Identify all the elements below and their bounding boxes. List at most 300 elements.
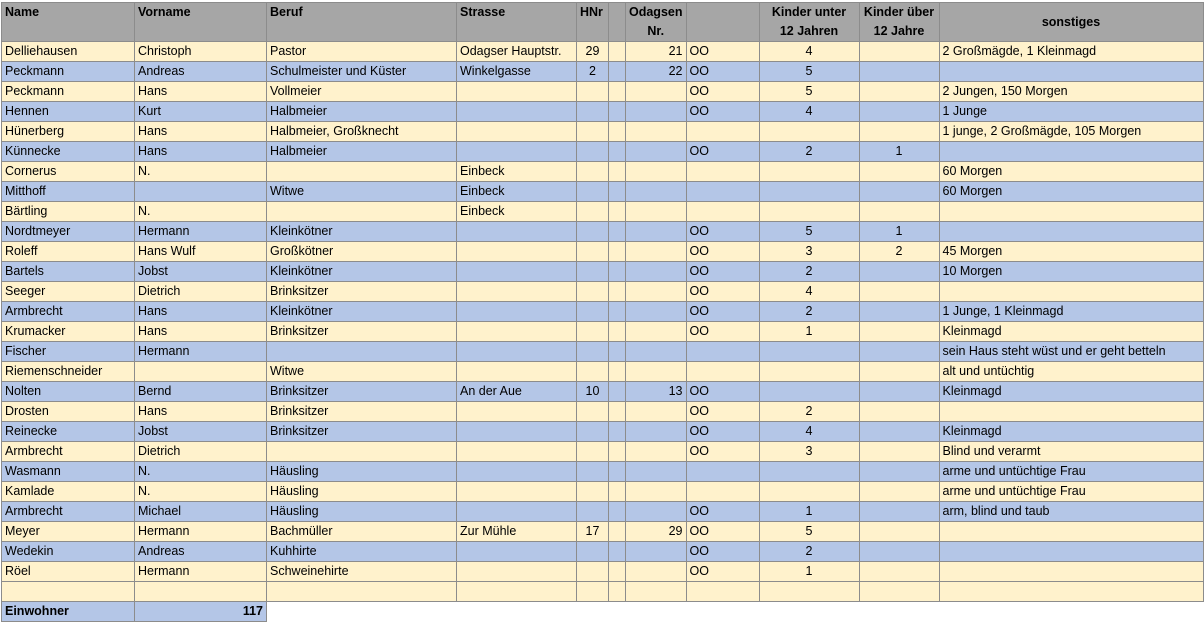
cell-name[interactable]: Reinecke [2, 422, 135, 442]
cell-strasse[interactable]: An der Aue [457, 382, 577, 402]
cell-sonstiges[interactable]: alt und untüchtig [939, 362, 1203, 382]
cell-unter[interactable]: 1 [759, 322, 859, 342]
cell-name[interactable]: Seeger [2, 282, 135, 302]
cell-empty[interactable] [609, 302, 626, 322]
cell-strasse[interactable] [457, 102, 577, 122]
cell-name[interactable]: Wasmann [2, 462, 135, 482]
cell-beruf[interactable]: Halbmeier, Großknecht [267, 122, 457, 142]
cell-beruf[interactable]: Vollmeier [267, 82, 457, 102]
cell-hnr[interactable] [577, 422, 609, 442]
cell-nr[interactable] [626, 402, 687, 422]
cell-empty[interactable] [135, 582, 267, 602]
cell-vorname[interactable]: Hermann [135, 222, 267, 242]
cell-empty[interactable] [609, 322, 626, 342]
cell-strasse[interactable] [457, 562, 577, 582]
cell-nr[interactable]: 22 [626, 62, 687, 82]
cell-empty[interactable] [609, 462, 626, 482]
cell-empty[interactable] [609, 562, 626, 582]
cell-name[interactable]: Peckmann [2, 62, 135, 82]
cell-name[interactable]: Riemenschneider [2, 362, 135, 382]
cell-empty[interactable] [2, 582, 135, 602]
cell-nr[interactable] [626, 542, 687, 562]
header-cell-name[interactable]: Name [2, 3, 135, 42]
cell-vorname[interactable] [135, 362, 267, 382]
cell-hnr[interactable] [577, 282, 609, 302]
cell-hnr[interactable] [577, 402, 609, 422]
cell-vorname[interactable]: N. [135, 462, 267, 482]
cell-ueber[interactable] [859, 482, 939, 502]
cell-code[interactable]: OO [686, 502, 759, 522]
cell-vorname[interactable]: Michael [135, 502, 267, 522]
cell-unter[interactable] [759, 342, 859, 362]
cell-code[interactable]: OO [686, 102, 759, 122]
cell-unter[interactable]: 3 [759, 242, 859, 262]
cell-beruf[interactable]: Häusling [267, 462, 457, 482]
cell-ueber[interactable] [859, 442, 939, 462]
cell-nr[interactable] [626, 202, 687, 222]
cell-strasse[interactable] [457, 342, 577, 362]
cell-name[interactable]: Röel [2, 562, 135, 582]
cell-sonstiges[interactable]: 2 Jungen, 150 Morgen [939, 82, 1203, 102]
cell-beruf[interactable]: Häusling [267, 482, 457, 502]
cell-strasse[interactable] [457, 122, 577, 142]
cell-hnr[interactable] [577, 162, 609, 182]
cell-sonstiges[interactable] [939, 562, 1203, 582]
cell-name[interactable]: Wedekin [2, 542, 135, 562]
cell-nr[interactable] [626, 122, 687, 142]
cell-name[interactable]: Cornerus [2, 162, 135, 182]
cell-nr[interactable] [626, 282, 687, 302]
cell-code[interactable]: OO [686, 42, 759, 62]
cell-empty[interactable] [609, 342, 626, 362]
cell-hnr[interactable]: 2 [577, 62, 609, 82]
cell-sonstiges[interactable]: 2 Großmägde, 1 Kleinmagd [939, 42, 1203, 62]
cell-vorname[interactable]: Hans Wulf [135, 242, 267, 262]
cell-empty[interactable] [609, 122, 626, 142]
header-cell-odagsen-nr[interactable] [626, 3, 687, 42]
cell-beruf[interactable]: Kleinkötner [267, 222, 457, 242]
cell-hnr[interactable] [577, 102, 609, 122]
cell-name[interactable]: Mitthoff [2, 182, 135, 202]
cell-name[interactable]: Hünerberg [2, 122, 135, 142]
header-cell-hnr[interactable]: HNr [577, 3, 609, 42]
cell-strasse[interactable] [457, 142, 577, 162]
header-cell-kinder-ueber[interactable] [859, 3, 939, 42]
cell-vorname[interactable]: Jobst [135, 422, 267, 442]
cell-ueber[interactable] [859, 502, 939, 522]
cell-ueber[interactable] [859, 202, 939, 222]
cell-ueber[interactable] [859, 322, 939, 342]
cell-beruf[interactable]: Kleinkötner [267, 262, 457, 282]
cell-nr[interactable] [626, 222, 687, 242]
cell-name[interactable]: Armbrecht [2, 302, 135, 322]
cell-name[interactable]: Meyer [2, 522, 135, 542]
cell-sonstiges[interactable] [939, 62, 1203, 82]
cell-code[interactable] [686, 462, 759, 482]
cell-hnr[interactable] [577, 122, 609, 142]
cell-name[interactable]: Armbrecht [2, 502, 135, 522]
cell-hnr[interactable] [577, 502, 609, 522]
cell-empty[interactable] [686, 582, 759, 602]
cell-beruf[interactable] [267, 162, 457, 182]
cell-code[interactable]: OO [686, 542, 759, 562]
cell-ueber[interactable] [859, 82, 939, 102]
cell-strasse[interactable]: Einbeck [457, 162, 577, 182]
footer-value-cell[interactable]: 117 [135, 602, 267, 622]
cell-beruf[interactable]: Halbmeier [267, 102, 457, 122]
cell-nr[interactable] [626, 162, 687, 182]
cell-sonstiges[interactable]: Kleinmagd [939, 382, 1203, 402]
cell-unter[interactable] [759, 482, 859, 502]
cell-vorname[interactable]: Hans [135, 122, 267, 142]
cell-hnr[interactable] [577, 242, 609, 262]
cell-unter[interactable]: 5 [759, 222, 859, 242]
cell-beruf[interactable]: Pastor [267, 42, 457, 62]
cell-empty[interactable] [609, 402, 626, 422]
cell-ueber[interactable]: 1 [859, 142, 939, 162]
cell-strasse[interactable] [457, 322, 577, 342]
cell-code[interactable]: OO [686, 242, 759, 262]
cell-nr[interactable] [626, 242, 687, 262]
cell-unter[interactable] [759, 162, 859, 182]
cell-ueber[interactable] [859, 382, 939, 402]
cell-sonstiges[interactable] [939, 402, 1203, 422]
cell-ueber[interactable] [859, 402, 939, 422]
cell-unter[interactable]: 5 [759, 522, 859, 542]
cell-code[interactable] [686, 182, 759, 202]
cell-code[interactable]: OO [686, 142, 759, 162]
cell-unter[interactable]: 2 [759, 542, 859, 562]
cell-name[interactable]: Armbrecht [2, 442, 135, 462]
cell-unter[interactable]: 1 [759, 562, 859, 582]
cell-sonstiges[interactable] [939, 542, 1203, 562]
cell-ueber[interactable] [859, 522, 939, 542]
cell-code[interactable]: OO [686, 402, 759, 422]
cell-hnr[interactable]: 29 [577, 42, 609, 62]
header-cell-vorname[interactable]: Vorname [135, 3, 267, 42]
cell-empty[interactable] [609, 422, 626, 442]
cell-beruf[interactable]: Häusling [267, 502, 457, 522]
cell-vorname[interactable]: Andreas [135, 542, 267, 562]
cell-vorname[interactable]: Hermann [135, 562, 267, 582]
header-cell-empty[interactable] [609, 3, 626, 42]
cell-empty[interactable] [609, 162, 626, 182]
cell-code[interactable] [686, 362, 759, 382]
cell-empty[interactable] [609, 582, 626, 602]
cell-sonstiges[interactable]: arme und untüchtige Frau [939, 482, 1203, 502]
cell-unter[interactable] [759, 202, 859, 222]
cell-vorname[interactable]: Hans [135, 402, 267, 422]
cell-beruf[interactable]: Brinksitzer [267, 422, 457, 442]
cell-beruf[interactable]: Kuhhirte [267, 542, 457, 562]
cell-strasse[interactable] [457, 482, 577, 502]
cell-ueber[interactable] [859, 42, 939, 62]
cell-strasse[interactable] [457, 462, 577, 482]
cell-code[interactable]: OO [686, 302, 759, 322]
cell-name[interactable]: Kamlade [2, 482, 135, 502]
cell-strasse[interactable] [457, 442, 577, 462]
cell-hnr[interactable] [577, 362, 609, 382]
cell-ueber[interactable]: 2 [859, 242, 939, 262]
cell-strasse[interactable] [457, 222, 577, 242]
cell-empty[interactable] [609, 502, 626, 522]
cell-empty[interactable] [609, 182, 626, 202]
cell-strasse[interactable]: Einbeck [457, 182, 577, 202]
cell-unter[interactable]: 3 [759, 442, 859, 462]
cell-ueber[interactable] [859, 282, 939, 302]
cell-code[interactable]: OO [686, 82, 759, 102]
cell-vorname[interactable]: Andreas [135, 62, 267, 82]
cell-name[interactable]: Nolten [2, 382, 135, 402]
cell-empty[interactable] [609, 482, 626, 502]
header-cell-strasse[interactable]: Strasse [457, 3, 577, 42]
cell-unter[interactable]: 2 [759, 402, 859, 422]
cell-vorname[interactable]: Dietrich [135, 282, 267, 302]
cell-vorname[interactable]: N. [135, 162, 267, 182]
cell-unter[interactable]: 2 [759, 302, 859, 322]
cell-name[interactable]: Bartels [2, 262, 135, 282]
cell-hnr[interactable]: 10 [577, 382, 609, 402]
cell-sonstiges[interactable]: 60 Morgen [939, 182, 1203, 202]
cell-empty[interactable] [759, 582, 859, 602]
cell-nr[interactable]: 21 [626, 42, 687, 62]
cell-hnr[interactable] [577, 482, 609, 502]
cell-nr[interactable] [626, 322, 687, 342]
cell-code[interactable]: OO [686, 522, 759, 542]
header-cell-kinder-unter[interactable] [759, 3, 859, 42]
cell-vorname[interactable]: Christoph [135, 42, 267, 62]
cell-code[interactable]: OO [686, 282, 759, 302]
cell-hnr[interactable] [577, 202, 609, 222]
cell-vorname[interactable]: Kurt [135, 102, 267, 122]
cell-ueber[interactable] [859, 422, 939, 442]
cell-nr[interactable] [626, 562, 687, 582]
cell-vorname[interactable]: Hans [135, 302, 267, 322]
cell-strasse[interactable] [457, 402, 577, 422]
cell-empty[interactable] [609, 102, 626, 122]
cell-vorname[interactable]: Dietrich [135, 442, 267, 462]
cell-sonstiges[interactable] [939, 222, 1203, 242]
cell-beruf[interactable]: Großkötner [267, 242, 457, 262]
cell-empty[interactable] [457, 582, 577, 602]
cell-vorname[interactable]: Jobst [135, 262, 267, 282]
cell-name[interactable]: Hennen [2, 102, 135, 122]
cell-hnr[interactable] [577, 262, 609, 282]
cell-beruf[interactable]: Bachmüller [267, 522, 457, 542]
cell-sonstiges[interactable]: 10 Morgen [939, 262, 1203, 282]
cell-strasse[interactable]: Einbeck [457, 202, 577, 222]
cell-name[interactable]: Bärtling [2, 202, 135, 222]
cell-ueber[interactable] [859, 262, 939, 282]
cell-empty[interactable] [609, 242, 626, 262]
cell-nr[interactable] [626, 422, 687, 442]
cell-empty[interactable] [609, 202, 626, 222]
cell-code[interactable]: OO [686, 322, 759, 342]
cell-hnr[interactable] [577, 462, 609, 482]
cell-beruf[interactable]: Witwe [267, 182, 457, 202]
cell-sonstiges[interactable] [939, 202, 1203, 222]
cell-strasse[interactable] [457, 422, 577, 442]
cell-hnr[interactable] [577, 182, 609, 202]
cell-ueber[interactable] [859, 122, 939, 142]
cell-beruf[interactable]: Witwe [267, 362, 457, 382]
cell-name[interactable]: Peckmann [2, 82, 135, 102]
cell-unter[interactable]: 5 [759, 62, 859, 82]
cell-strasse[interactable] [457, 502, 577, 522]
cell-sonstiges[interactable]: Kleinmagd [939, 422, 1203, 442]
cell-hnr[interactable] [577, 142, 609, 162]
cell-nr[interactable] [626, 262, 687, 282]
cell-unter[interactable]: 2 [759, 142, 859, 162]
cell-sonstiges[interactable]: arm, blind und taub [939, 502, 1203, 522]
cell-empty[interactable] [626, 582, 687, 602]
cell-sonstiges[interactable]: arme und untüchtige Frau [939, 462, 1203, 482]
cell-ueber[interactable] [859, 102, 939, 122]
cell-ueber[interactable] [859, 182, 939, 202]
cell-hnr[interactable] [577, 562, 609, 582]
cell-beruf[interactable]: Kleinkötner [267, 302, 457, 322]
cell-name[interactable]: Nordtmeyer [2, 222, 135, 242]
cell-ueber[interactable] [859, 62, 939, 82]
cell-vorname[interactable] [135, 182, 267, 202]
cell-nr[interactable] [626, 442, 687, 462]
cell-code[interactable]: OO [686, 422, 759, 442]
cell-name[interactable]: Fischer [2, 342, 135, 362]
cell-beruf[interactable]: Brinksitzer [267, 382, 457, 402]
cell-ueber[interactable] [859, 362, 939, 382]
cell-unter[interactable]: 4 [759, 422, 859, 442]
cell-hnr[interactable] [577, 322, 609, 342]
cell-code[interactable]: OO [686, 262, 759, 282]
cell-code[interactable]: OO [686, 382, 759, 402]
cell-empty[interactable] [609, 142, 626, 162]
cell-unter[interactable]: 2 [759, 262, 859, 282]
cell-empty[interactable] [609, 522, 626, 542]
cell-sonstiges[interactable]: 1 Junge, 1 Kleinmagd [939, 302, 1203, 322]
cell-sonstiges[interactable]: 45 Morgen [939, 242, 1203, 262]
cell-unter[interactable] [759, 362, 859, 382]
cell-nr[interactable] [626, 102, 687, 122]
cell-beruf[interactable]: Brinksitzer [267, 282, 457, 302]
cell-sonstiges[interactable]: Kleinmagd [939, 322, 1203, 342]
cell-empty[interactable] [609, 62, 626, 82]
cell-vorname[interactable]: Hans [135, 142, 267, 162]
cell-nr[interactable] [626, 362, 687, 382]
cell-empty[interactable] [609, 442, 626, 462]
cell-name[interactable]: Künnecke [2, 142, 135, 162]
cell-nr[interactable] [626, 82, 687, 102]
cell-empty[interactable] [609, 82, 626, 102]
cell-ueber[interactable] [859, 162, 939, 182]
cell-beruf[interactable] [267, 202, 457, 222]
cell-hnr[interactable]: 17 [577, 522, 609, 542]
cell-strasse[interactable]: Odagser Hauptstr. [457, 42, 577, 62]
cell-unter[interactable] [759, 182, 859, 202]
cell-hnr[interactable] [577, 222, 609, 242]
cell-code[interactable] [686, 202, 759, 222]
cell-ueber[interactable] [859, 542, 939, 562]
cell-empty[interactable] [609, 542, 626, 562]
cell-unter[interactable] [759, 122, 859, 142]
cell-empty[interactable] [859, 582, 939, 602]
cell-strasse[interactable]: Zur Mühle [457, 522, 577, 542]
cell-ueber[interactable] [859, 462, 939, 482]
cell-nr[interactable]: 13 [626, 382, 687, 402]
cell-empty[interactable] [609, 262, 626, 282]
cell-nr[interactable] [626, 482, 687, 502]
cell-vorname[interactable]: Hermann [135, 342, 267, 362]
cell-empty[interactable] [609, 222, 626, 242]
cell-beruf[interactable]: Schweinehirte [267, 562, 457, 582]
cell-nr[interactable] [626, 502, 687, 522]
cell-code[interactable]: OO [686, 442, 759, 462]
header-cell-beruf[interactable]: Beruf [267, 3, 457, 42]
cell-strasse[interactable] [457, 362, 577, 382]
cell-empty[interactable] [609, 282, 626, 302]
cell-hnr[interactable] [577, 82, 609, 102]
cell-empty[interactable] [577, 582, 609, 602]
cell-sonstiges[interactable]: 1 junge, 2 Großmägde, 105 Morgen [939, 122, 1203, 142]
cell-code[interactable] [686, 342, 759, 362]
cell-code[interactable]: OO [686, 62, 759, 82]
cell-name[interactable]: Delliehausen [2, 42, 135, 62]
cell-code[interactable]: OO [686, 222, 759, 242]
cell-hnr[interactable] [577, 442, 609, 462]
cell-sonstiges[interactable] [939, 282, 1203, 302]
cell-sonstiges[interactable]: Blind und verarmt [939, 442, 1203, 462]
header-cell-sonstiges[interactable]: sonstiges [939, 3, 1203, 42]
cell-code[interactable] [686, 162, 759, 182]
cell-nr[interactable] [626, 302, 687, 322]
cell-name[interactable]: Drosten [2, 402, 135, 422]
header-cell-code[interactable] [686, 3, 759, 42]
cell-name[interactable]: Roleff [2, 242, 135, 262]
cell-unter[interactable] [759, 382, 859, 402]
cell-sonstiges[interactable] [939, 142, 1203, 162]
cell-code[interactable] [686, 122, 759, 142]
cell-ueber[interactable] [859, 342, 939, 362]
cell-strasse[interactable] [457, 262, 577, 282]
cell-code[interactable] [686, 482, 759, 502]
cell-sonstiges[interactable] [939, 522, 1203, 542]
cell-empty[interactable] [609, 42, 626, 62]
cell-unter[interactable]: 4 [759, 42, 859, 62]
cell-name[interactable]: Krumacker [2, 322, 135, 342]
cell-unter[interactable]: 4 [759, 102, 859, 122]
cell-nr[interactable] [626, 142, 687, 162]
footer-label-cell[interactable]: Einwohner [2, 602, 135, 622]
cell-vorname[interactable]: Hans [135, 82, 267, 102]
cell-ueber[interactable] [859, 302, 939, 322]
cell-empty[interactable] [939, 582, 1203, 602]
cell-hnr[interactable] [577, 342, 609, 362]
cell-nr[interactable] [626, 342, 687, 362]
cell-empty[interactable] [609, 362, 626, 382]
cell-strasse[interactable]: Winkelgasse [457, 62, 577, 82]
cell-beruf[interactable]: Halbmeier [267, 142, 457, 162]
cell-ueber[interactable] [859, 562, 939, 582]
cell-sonstiges[interactable]: sein Haus steht wüst und er geht betteln [939, 342, 1203, 362]
cell-vorname[interactable]: N. [135, 202, 267, 222]
cell-sonstiges[interactable]: 1 Junge [939, 102, 1203, 122]
cell-strasse[interactable] [457, 282, 577, 302]
cell-unter[interactable] [759, 462, 859, 482]
cell-hnr[interactable] [577, 542, 609, 562]
cell-nr[interactable]: 29 [626, 522, 687, 542]
cell-vorname[interactable]: Hermann [135, 522, 267, 542]
cell-beruf[interactable]: Schulmeister und Küster [267, 62, 457, 82]
cell-vorname[interactable]: Hans [135, 322, 267, 342]
